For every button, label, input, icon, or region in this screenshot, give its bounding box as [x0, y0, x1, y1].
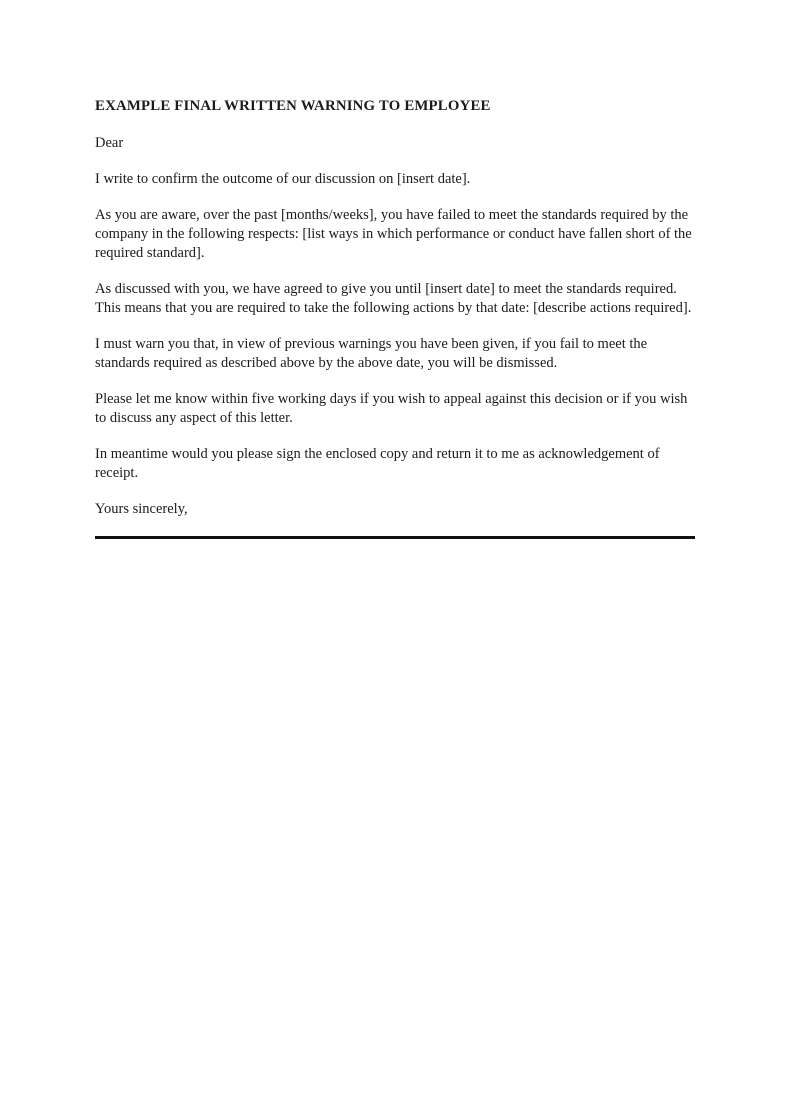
letter-paragraph: As you are aware, over the past [months/weeks], you have failed to meet the standards required by the company in the following respects: [list ways in which performance or conduct have fallen short of the required standard].	[95, 207, 692, 261]
letter-paragraph: As discussed with you, we have agreed to give you until [insert date] to meet the standards required. This means that you are required to take the following actions by that date: [describe actions required].	[95, 281, 692, 316]
letter-title: EXAMPLE FINAL WRITTEN WARNING TO EMPLOYEE	[95, 98, 491, 114]
signature-line	[95, 536, 695, 539]
letter-paragraph: I must warn you that, in view of previous warnings you have been given, if you fail to meet the standards required as described above by the above date, you will be dismissed.	[95, 336, 648, 371]
letter-paragraph: In meantime would you please sign the enclosed copy and return it to me as acknowledgement of receipt.	[95, 446, 660, 481]
valediction: Yours sincerely,	[95, 501, 188, 517]
letter-paragraph: Please let me know within five working days if you wish to appeal against this decision or if you wish to discuss any aspect of this letter.	[95, 391, 688, 426]
salutation: Dear	[95, 135, 124, 151]
letter-paragraph: I write to confirm the outcome of our discussion on [insert date].	[95, 171, 471, 187]
